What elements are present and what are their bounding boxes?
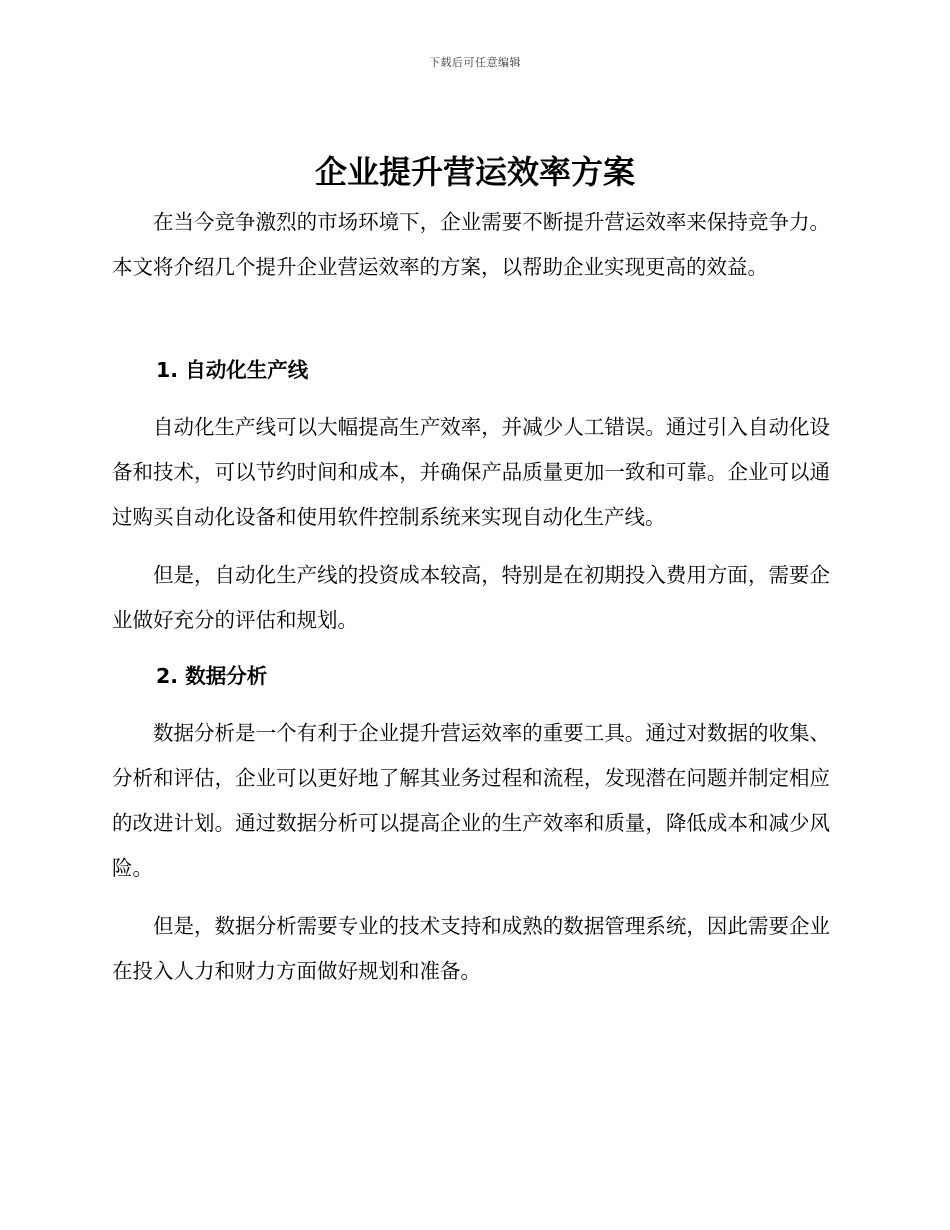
section-automation-paragraph-2: 但是，自动化生产线的投资成本较高，特别是在初期投入费用方面，需要企业做好充分的评估和规划。 <box>112 563 830 632</box>
section-data-paragraph-1: 数据分析是一个有利于企业提升营运效率的重要工具。通过对数据的收集、分析和评估，企业可以更好地了解其业务过程和流程，发现潜在问题并制定相应的改进计划。通过数据分析可以提高企业的生产效率和质量，降低成本和减少风险。 <box>112 721 830 880</box>
section-data-paragraph-1-block <box>112 711 830 891</box>
intro-block <box>112 200 830 290</box>
section-automation-paragraph-2-block <box>112 553 830 643</box>
section-automation-paragraph-1: 自动化生产线可以大幅提高生产效率，并减少人工错误。通过引入自动化设备和技术，可以节约时间和成本，并确保产品质量更加一致和可靠。企业可以通过购买自动化设备和使用软件控制系统来实现自动化生产线。 <box>112 415 830 529</box>
section-data-paragraph-2-block <box>112 904 830 994</box>
section-automation-paragraph-1-block <box>112 405 830 540</box>
document-title: 企业提升营运效率方案 <box>314 153 635 191</box>
section-heading-automation: 1. 自动化生产线 <box>156 358 309 382</box>
intro-paragraph: 在当今竞争激烈的市场环境下，企业需要不断提升营运效率来保持竞争力。本文将介绍几个提升企业营运效率的方案，以帮助企业实现更高的效益。 <box>112 210 830 279</box>
page-header-note: 下载后可任意编辑 <box>429 56 521 69</box>
section-data-paragraph-2: 但是，数据分析需要专业的技术支持和成熟的数据管理系统，因此需要企业在投入人力和财力方面做好规划和准备。 <box>112 914 830 983</box>
section-heading-data-analysis: 2. 数据分析 <box>156 664 268 688</box>
